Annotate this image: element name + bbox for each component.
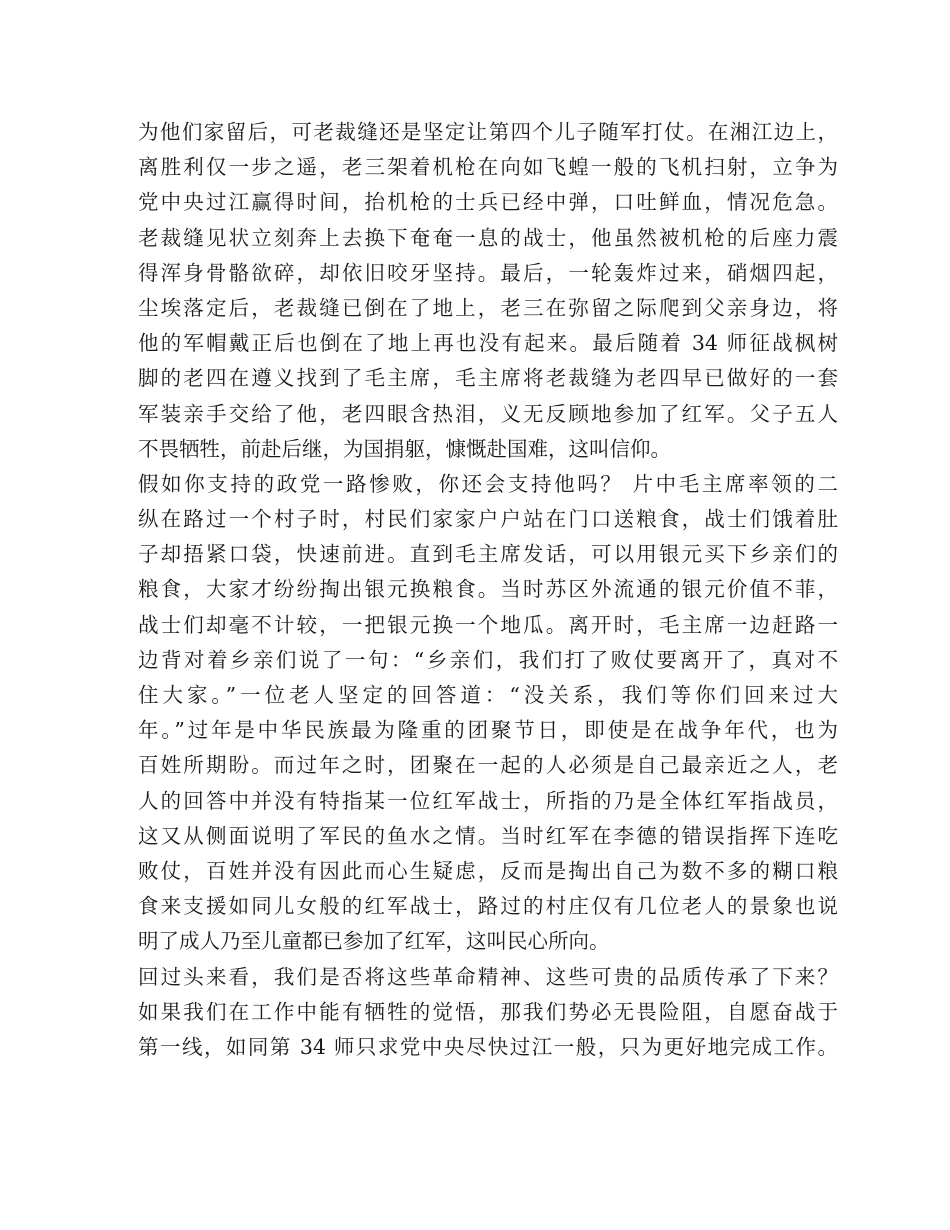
text-line: 假如你支持的政党一路惨败，你还会支持他吗？ 片中毛主席率领的二 — [138, 471, 838, 496]
text-line: 纵在路过一个村子时，村民们家家户户站在门口送粮食，战士们饿着肚 — [138, 507, 838, 532]
text-line: 年。”过年是中华民族最为隆重的团聚节日，即使是在战争年代，也为 — [138, 718, 838, 743]
text-line: 住大家。”一位老人坚定的回答道：“没关系，我们等你们回来过大 — [138, 683, 838, 707]
text-line: 得浑身骨骼欲碎，却依旧咬牙坚持。最后，一轮轰炸过来，硝烟四起， — [138, 260, 838, 285]
text-line: 他的军帽戴正后也倒在了地上再也没有起来。最后随着 34 师征战枫树 — [138, 331, 838, 356]
text-line: 尘埃落定后，老裁缝已倒在了地上，老三在弥留之际爬到父亲身边，将 — [138, 295, 838, 320]
text-line: 人的回答中并没有特指某一位红军战士，所指的乃是全体红军指战员， — [138, 788, 838, 813]
text-line: 第一线，如同第 34 师只求党中央尽快过江一般，只为更好地完成工作。 — [138, 1034, 838, 1059]
text-line: 回过头来看，我们是否将这些革命精神、这些可贵的品质传承了下来？ — [138, 964, 838, 989]
text-line: 百姓所期盼。而过年之时，团聚在一起的人必须是自己最亲近之人，老 — [138, 753, 838, 778]
text-line: 边背对着乡亲们说了一句：“乡亲们，我们打了败仗要离开了，真对不 — [138, 647, 838, 672]
text-line: 不畏牺牲，前赴后继，为国捐躯，慷慨赴国难，这叫信仰。 — [138, 436, 671, 461]
text-line: 战士们却毫不计较，一把银元换一个地瓜。离开时，毛主席一边赶路一 — [138, 612, 838, 637]
text-line: 离胜利仅一步之遥，老三架着机枪在向如飞蝗一般的飞机扫射，立争为 — [138, 155, 838, 180]
text-line: 明了成人乃至儿童都已参加了红军，这叫民心所向。 — [138, 929, 610, 954]
text-line: 这又从侧面说明了军民的鱼水之情。当时红军在李德的错误指挥下连吃 — [138, 823, 838, 848]
text-line: 军装亲手交给了他，老四眼含热泪，义无反顾地参加了红军。父子五人 — [138, 401, 838, 426]
text-line: 脚的老四在遵义找到了毛主席，毛主席将老裁缝为老四早已做好的一套 — [138, 366, 838, 391]
text-line: 党中央过江赢得时间，抬机枪的士兵已经中弹，口吐鲜血，情况危急。 — [138, 190, 838, 215]
text-line: 为他们家留后，可老裁缝还是坚定让第四个儿子随军打仗。在湘江边上， — [138, 120, 838, 144]
text-line: 粮食，大家才纷纷掏出银元换粮食。当时苏区外流通的银元价值不菲， — [138, 577, 838, 602]
text-line: 子却捂紧口袋，快速前进。直到毛主席发话，可以用银元买下乡亲们的 — [138, 542, 838, 567]
text-line: 败仗，百姓并没有因此而心生疑虑，反而是掏出自己为数不多的糊口粮 — [138, 858, 838, 883]
text-line: 食来支援如同儿女般的红军战士，路过的村庄仅有几位老人的景象也说 — [138, 894, 838, 919]
text-line: 老裁缝见状立刻奔上去换下奄奄一息的战士，他虽然被机枪的后座力震 — [138, 225, 838, 250]
body-text — [138, 115, 838, 1065]
text-line: 如果我们在工作中能有牺牲的觉悟，那我们势必无畏险阻，自愿奋战于 — [138, 999, 838, 1024]
